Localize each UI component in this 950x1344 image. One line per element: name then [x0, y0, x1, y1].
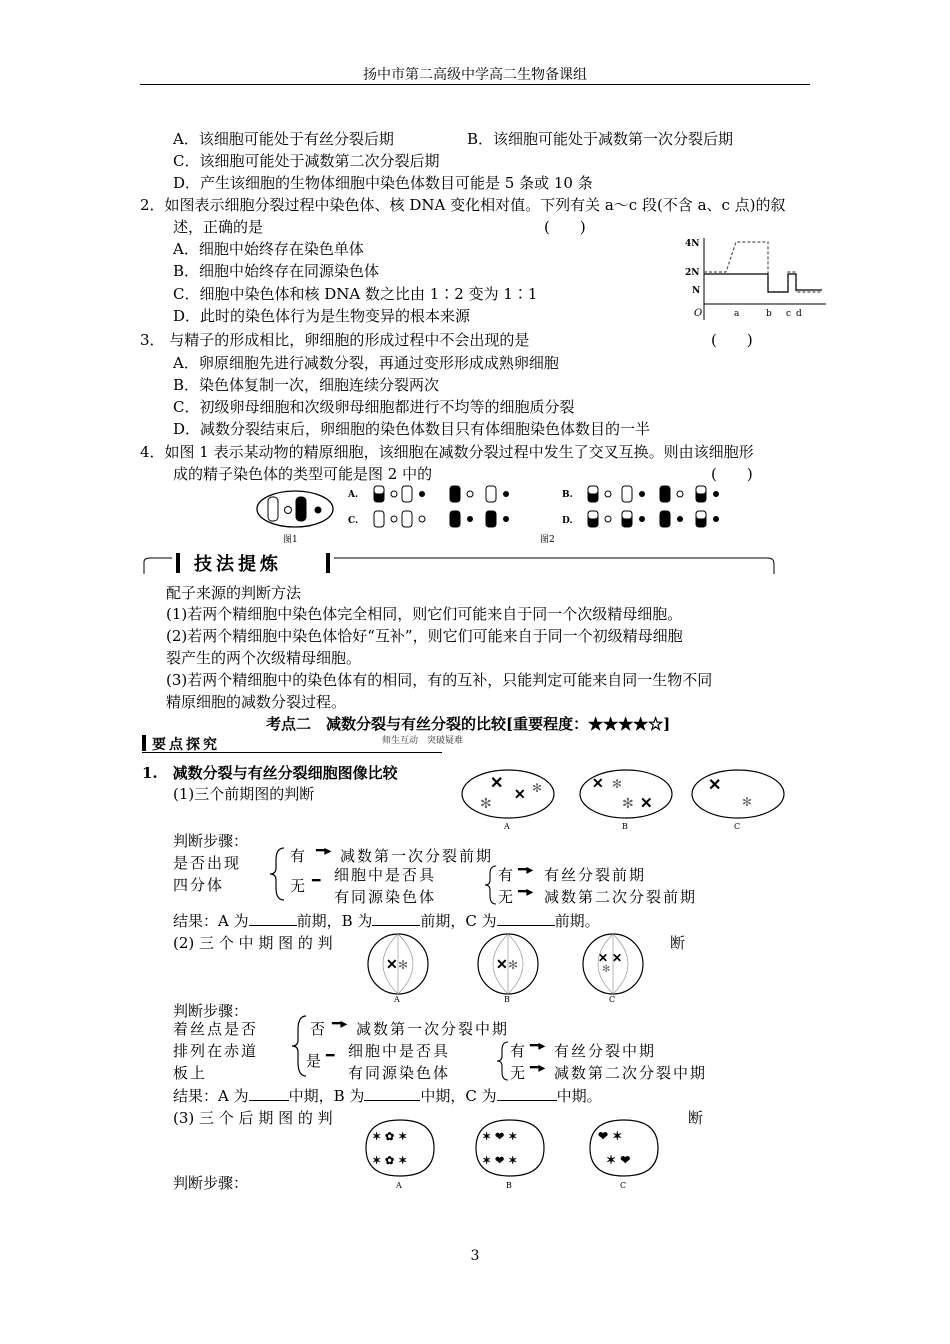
tree2-sub-no-arrow: ━▸	[530, 1060, 546, 1076]
graph-x-d: d	[796, 309, 802, 319]
q2-stem-line1: 2．如图表示细胞分裂过程中染色体、核 DNA 变化相对值。下列有关 a～c 段(不含 a、c 点)的叙	[140, 196, 786, 214]
svg-text:✕: ✕	[598, 951, 609, 965]
prophase-cell-c-label: C	[734, 822, 741, 831]
q2-option-b: B．细胞中始终存在同源染色体	[173, 262, 380, 280]
result2-blank-b[interactable]	[364, 1086, 420, 1101]
result1-part-a: 结果：A 为	[173, 912, 249, 930]
svg-text:✻: ✻	[398, 958, 409, 972]
tree2-yes-question-2: 有同源染色体	[348, 1064, 451, 1082]
fig2-option-d-chromosomes	[588, 511, 719, 527]
svg-text:✕: ✕	[640, 794, 653, 812]
tree2-sub-no: 无	[510, 1064, 526, 1082]
q2-option-c: C．细胞中染色体和核 DNA 数之比由 1∶2 变为 1∶1	[173, 285, 538, 303]
fig2-option-c-label: C.	[348, 516, 359, 526]
q2-option-a: A．细胞中始终存在染色单体	[173, 240, 364, 258]
tree2-no: 否	[310, 1020, 326, 1038]
skill-point-2a: (2)若两个精细胞中染色体恰好“互补”，则它们可能来自于同一个初级精母细胞	[166, 627, 683, 645]
svg-text:✕: ✕	[514, 787, 526, 803]
prophase-cell-c	[692, 770, 784, 818]
prophase-cell-a	[462, 770, 554, 818]
point2-tag-marker	[142, 735, 146, 751]
fig2-option-b-chromosomes	[588, 486, 719, 502]
anaphase-cell-a-label: A	[396, 1181, 402, 1190]
graph-x-c: c	[786, 309, 792, 319]
svg-text:✕: ✕	[708, 775, 722, 794]
q1-option-c: C．该细胞可能处于减数第二次分裂后期	[173, 152, 440, 170]
section1-heading: 1. 减数分裂与有丝分裂细胞图像比较	[142, 764, 398, 782]
figure-1-label: 图1	[283, 535, 298, 545]
skill-point-2b: 裂产生的两个次级精母细胞。	[166, 649, 362, 667]
tree1-sub-yes-arrow: ━▸	[518, 862, 534, 878]
result2-part-a: 结果：A 为	[173, 1087, 249, 1105]
tree1-sub-yes: 有	[498, 866, 514, 884]
tree2-root-line3: 板上	[173, 1064, 208, 1082]
q3-stem: 3． 与精子的形成相比，卵细胞的形成过程中不会出现的是	[140, 331, 530, 349]
figure-2-label: 图2	[540, 535, 555, 545]
anaphase-cell-b-label: B	[506, 1181, 512, 1190]
q2-answer-paren: ( )	[544, 218, 586, 236]
judgement-steps-1: 判断步骤：	[173, 832, 249, 850]
tree1-sub-no-result: 减数第二次分裂前期	[544, 888, 698, 906]
graph-label-n: N	[692, 286, 701, 296]
q2-graph	[684, 232, 834, 324]
anaphase-cell-b	[476, 1120, 544, 1176]
skill-point-3a: (3)若两个精细胞中的染色体有的相同，有的互补，只能判定可能来自同一生物不同	[166, 671, 713, 689]
result2-part-d: 中期。	[556, 1087, 602, 1105]
svg-text:✶ ❤: ✶ ❤	[606, 1153, 631, 1167]
svg-text:✻: ✻	[742, 795, 753, 809]
page-header: 扬中市第二高级中学高二生物备课组	[363, 67, 587, 83]
anaphase-cell-c-label: C	[620, 1181, 627, 1190]
metaphase-cells	[358, 932, 658, 1004]
result2-blank-a[interactable]	[249, 1086, 289, 1101]
q3-option-d: D．减数分裂结束后，卵细胞的染色体数目只有体细胞染色体数目的一半	[173, 420, 651, 438]
tree1-yes: 有	[290, 847, 306, 865]
metaphase-cell-c	[583, 934, 643, 994]
tree2-brace-2	[496, 1040, 510, 1082]
tree2-sub-no-result: 减数第二次分裂中期	[554, 1064, 708, 1082]
svg-text:✶ ❤ ✶: ✶ ❤ ✶	[482, 1130, 518, 1143]
tree2-yes-dash: ━	[326, 1048, 335, 1064]
graph-x-b: b	[766, 309, 772, 319]
q1-option-d: D．产生该细胞的生物体细胞中染色体数目可能是 5 条或 10 条	[173, 174, 593, 192]
svg-text:❤ ✶: ❤ ✶	[598, 1129, 623, 1143]
q1-option-a: A．该细胞可能处于有丝分裂后期	[173, 130, 394, 148]
result1-part-b: 前期，B 为	[296, 912, 373, 930]
tree2-root-line2: 排列在赤道	[173, 1042, 259, 1060]
svg-text:✻: ✻	[508, 958, 519, 972]
q4-stem-line1: 4．如图 1 表示某动物的精原细胞，该细胞在减数分裂过程中发生了交叉互换。则由该细胞形	[140, 443, 754, 461]
prophase-cells	[458, 766, 788, 832]
tree2-sub-yes-result: 有丝分裂中期	[554, 1042, 657, 1060]
graph-x-a: a	[734, 309, 740, 319]
metaphase-cell-c-label: C	[609, 995, 616, 1004]
tree2-sub-yes-arrow: ━▸	[530, 1038, 546, 1054]
skill-point-3b: 精原细胞的减数分裂过程。	[166, 693, 347, 711]
anaphase-cells	[356, 1114, 666, 1192]
graph-label-2n: 2N	[685, 268, 700, 278]
prophase-cell-b-label: B	[622, 822, 628, 831]
section1-sub2: (2) 三 个 中 期 图 的 判	[173, 934, 333, 952]
tree1-sub-no-arrow: ━▸	[518, 884, 534, 900]
metaphase-cell-b-label: B	[504, 995, 510, 1004]
section1-sub3-end: 断	[688, 1109, 704, 1127]
svg-text:✻: ✻	[622, 796, 634, 812]
result1-part-c: 前期，C 为	[420, 912, 497, 930]
page-number: 3	[470, 1248, 480, 1264]
tree1-no-question-2: 有同源染色体	[334, 888, 437, 906]
judgement-steps-3: 判断步骤：	[173, 1174, 249, 1192]
q4-stem-line2: 成的精子染色体的类型可能是图 2 中的	[173, 465, 433, 483]
tree2-root-line1: 着丝点是否	[173, 1020, 259, 1038]
section1-sub1: (1)三个前期图的判断	[173, 785, 315, 803]
prophase-cell-a-label: A	[504, 822, 510, 831]
section1-sub3: (3) 三 个 后 期 图 的 判	[173, 1109, 333, 1127]
q4-figures	[250, 484, 730, 546]
anaphase-cell-a	[366, 1120, 434, 1176]
point2-tag-rule	[142, 752, 442, 753]
svg-text:✕: ✕	[592, 776, 604, 792]
svg-text:✕: ✕	[612, 951, 623, 965]
point2-tag-sub: 师生互动 突破疑难	[382, 736, 464, 746]
tree2-sub-yes: 有	[510, 1042, 526, 1060]
q2-option-d: D．此时的染色体行为是生物变异的根本来源	[173, 307, 471, 325]
fig2-option-a-chromosomes	[374, 486, 509, 502]
tree2-no-arrow: ━▸	[332, 1016, 348, 1032]
result1-part-d: 前期。	[554, 912, 600, 930]
result2-part-b: 中期，B 为	[288, 1087, 365, 1105]
result2-line	[173, 1085, 602, 1106]
anaphase-cell-c	[590, 1120, 658, 1176]
q4-answer-paren: ( )	[711, 465, 753, 483]
tree1-no: 无	[290, 877, 306, 895]
tree1-no-question-1: 细胞中是否具	[334, 866, 437, 884]
fig2-option-c-chromosomes	[374, 511, 509, 527]
result2-part-c: 中期，C 为	[420, 1087, 497, 1105]
tree2-yes: 是	[306, 1052, 322, 1070]
q3-option-b: B．染色体复制一次，细胞连续分裂两次	[173, 376, 440, 394]
svg-text:✻: ✻	[612, 777, 623, 791]
svg-text:✻: ✻	[532, 781, 543, 795]
tree1-yes-arrow: ━▸	[316, 843, 332, 859]
judgement-steps-2: 判断步骤：	[173, 1002, 249, 1020]
q3-option-c: C．初级卵母细胞和次级卵母细胞都进行不均等的细胞质分裂	[173, 398, 575, 416]
svg-text:✶ ✿ ✶: ✶ ✿ ✶	[372, 1130, 408, 1143]
skill-subtitle: 配子来源的判断方法	[166, 584, 302, 602]
q3-option-a: A．卵原细胞先进行减数分裂，再通过变形形成成熟卵细胞	[173, 354, 559, 372]
fig2-option-b-label: B.	[562, 490, 573, 500]
result1-blank-a[interactable]	[249, 911, 297, 926]
point2-tag: 要点探究	[152, 737, 220, 753]
section1-sub2-end: 断	[670, 934, 686, 952]
tree1-sub-yes-result: 有丝分裂前期	[544, 866, 647, 884]
prophase-cell-b	[580, 770, 672, 818]
fig2-option-a-label: A.	[348, 490, 359, 500]
tree2-no-result: 减数第一次分裂中期	[356, 1020, 510, 1038]
result1-line	[173, 910, 600, 931]
graph-label-4n: 4N	[685, 239, 700, 249]
header-rule	[140, 84, 810, 85]
result2-blank-c[interactable]	[497, 1086, 557, 1101]
svg-text:✕: ✕	[490, 773, 504, 792]
skill-point-1: (1)若两个精细胞中染色体完全相同，则它们可能来自于同一个次级精母细胞。	[166, 605, 683, 623]
tree1-brace-1	[268, 846, 288, 902]
graph-origin: O	[694, 308, 703, 319]
tree1-yes-result: 减数第一次分裂前期	[340, 847, 494, 865]
svg-text:✶ ❤ ✶: ✶ ❤ ✶	[482, 1154, 518, 1167]
figure-1-cell	[257, 491, 333, 527]
metaphase-cell-b	[478, 934, 538, 994]
metaphase-cell-a	[368, 934, 428, 994]
tree2-yes-question-1: 细胞中是否具	[348, 1042, 451, 1060]
svg-text:✻: ✻	[602, 964, 611, 975]
svg-text:✕: ✕	[386, 957, 398, 973]
tree1-brace-2	[484, 864, 498, 906]
metaphase-cell-a-label: A	[394, 995, 400, 1004]
q2-stem-line2: 述，正确的是	[173, 218, 264, 236]
skill-section-title: 技法提炼	[194, 554, 282, 575]
point2-title: 考点二 减数分裂与有丝分裂的比较[重要程度：★★★★☆]	[266, 715, 671, 733]
fig2-option-d-label: D.	[562, 516, 573, 526]
tree1-sub-no: 无	[498, 888, 514, 906]
tree1-no-dash: ━	[312, 873, 321, 889]
svg-text:✶ ✿ ✶: ✶ ✿ ✶	[372, 1154, 408, 1167]
tree1-root-line2: 四分体	[173, 876, 225, 894]
result1-blank-c[interactable]	[497, 911, 555, 926]
svg-text:✕: ✕	[496, 957, 508, 973]
svg-text:✻: ✻	[480, 796, 492, 812]
result1-blank-b[interactable]	[372, 911, 420, 926]
q3-answer-paren: ( )	[711, 331, 753, 349]
q1-option-b: B．该细胞可能处于减数第一次分裂后期	[467, 130, 734, 148]
tree1-root-line1: 是否出现	[173, 854, 242, 872]
